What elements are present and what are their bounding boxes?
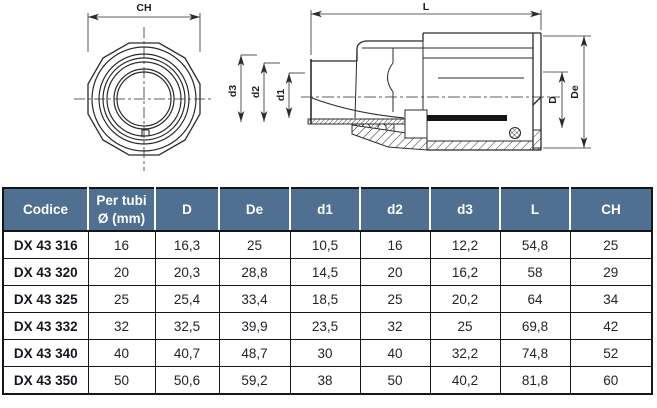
dim-label-d2: d2 [250, 85, 262, 99]
table-body [3, 231, 652, 394]
column-header [290, 188, 360, 231]
internal-lines [355, 41, 533, 118]
value-cell: 40 [360, 340, 430, 367]
table-header [3, 188, 652, 231]
value-cell: 20,2 [430, 286, 500, 313]
value-cell: 29 [570, 259, 652, 286]
value-cell: 23,5 [290, 313, 360, 340]
column-header-text: D [182, 201, 192, 217]
value-cell: 16,2 [430, 259, 500, 286]
value-cell: 34 [570, 286, 652, 313]
column-header [430, 188, 500, 231]
clamp-ring [427, 115, 507, 121]
code-cell: DX 43 325 [3, 286, 88, 313]
value-cell: 32 [360, 313, 430, 340]
value-cell: 25,4 [155, 286, 219, 313]
code-cell: DX 43 316 [3, 231, 88, 259]
value-cell: 25 [570, 231, 652, 259]
value-cell: 25 [360, 286, 430, 313]
value-cell: 12,2 [430, 231, 500, 259]
value-cell: 30 [290, 340, 360, 367]
value-cell: 32,5 [155, 313, 219, 340]
value-cell: 48,7 [219, 340, 290, 367]
value-cell: 58 [500, 259, 570, 286]
technical-drawing [0, 0, 657, 187]
dim-label-de: De [569, 85, 581, 99]
value-cell: 32 [88, 313, 155, 340]
value-cell: 16 [88, 231, 155, 259]
dimension-de [543, 36, 591, 148]
code-cell: DX 43 340 [3, 340, 88, 367]
value-cell: 14,5 [290, 259, 360, 286]
value-cell: 18,5 [290, 286, 360, 313]
code-cell: DX 43 332 [3, 313, 88, 340]
value-cell: 81,8 [500, 367, 570, 395]
value-cell: 59,2 [219, 367, 290, 395]
value-cell: 50 [88, 367, 155, 395]
value-cell: 40,2 [430, 367, 500, 395]
column-header [500, 188, 570, 231]
column-header-text: d3 [457, 201, 473, 217]
table-row [3, 286, 652, 313]
section-curve [312, 98, 404, 118]
value-cell: 54,8 [500, 231, 570, 259]
table-row [3, 340, 652, 367]
column-header-text: Codice [22, 201, 68, 217]
value-cell: 64 [500, 286, 570, 313]
value-cell: 42 [570, 313, 652, 340]
dimension-d1 [289, 73, 305, 118]
value-cell: 33,4 [219, 286, 290, 313]
value-cell: 25 [88, 286, 155, 313]
value-cell: 20 [88, 259, 155, 286]
value-cell: 10,5 [290, 231, 360, 259]
value-cell: 16 [360, 231, 430, 259]
value-cell: 40 [88, 340, 155, 367]
value-cell: 20 [360, 259, 430, 286]
dim-label-l: L [422, 1, 430, 13]
table-row [3, 231, 652, 259]
table-row [3, 367, 652, 395]
table-row [3, 259, 652, 286]
table-row [3, 313, 652, 340]
endcap-lower-section [533, 130, 541, 148]
dim-label-d3: d3 [227, 84, 239, 98]
dimensions-table [2, 187, 653, 395]
column-header-text: Per tubi [96, 192, 147, 208]
value-cell: 74,8 [500, 340, 570, 367]
column-header-text: L [530, 201, 540, 217]
dim-label-d1: d1 [275, 88, 287, 102]
column-header [155, 188, 219, 231]
dim-label-d: D [547, 96, 559, 104]
value-cell: 38 [290, 367, 360, 395]
value-cell: 20,3 [155, 259, 219, 286]
value-cell: 69,8 [500, 313, 570, 340]
column-header [88, 188, 155, 231]
front-view [74, 2, 214, 171]
table-header-row [3, 188, 652, 231]
column-header-text: d2 [387, 201, 403, 217]
column-header [360, 188, 430, 231]
dim-label-ch: CH [136, 2, 152, 14]
value-cell: 50 [360, 367, 430, 395]
side-section-view [227, 1, 591, 150]
value-cell: 50,6 [155, 367, 219, 395]
column-header-text: Ø (mm) [97, 210, 146, 226]
value-cell: 25 [219, 231, 290, 259]
column-header [570, 188, 652, 231]
value-cell: 60 [570, 367, 652, 395]
code-cell: DX 43 350 [3, 367, 88, 395]
pipe-wall-section [308, 119, 405, 124]
column-header [3, 188, 88, 231]
value-cell: 39,9 [219, 313, 290, 340]
column-header-text: De [245, 201, 264, 217]
collet-block [405, 110, 427, 138]
column-header-text: CH [601, 201, 621, 217]
value-cell: 25 [430, 313, 500, 340]
o-ring [510, 128, 521, 139]
column-header-text: d1 [317, 201, 333, 217]
value-cell: 32,2 [430, 340, 500, 367]
column-header [219, 188, 290, 231]
code-cell: DX 43 320 [3, 259, 88, 286]
value-cell: 16,3 [155, 231, 219, 259]
body-lower-section [427, 141, 541, 150]
value-cell: 28,8 [219, 259, 290, 286]
value-cell: 40,7 [155, 340, 219, 367]
value-cell: 52 [570, 340, 652, 367]
